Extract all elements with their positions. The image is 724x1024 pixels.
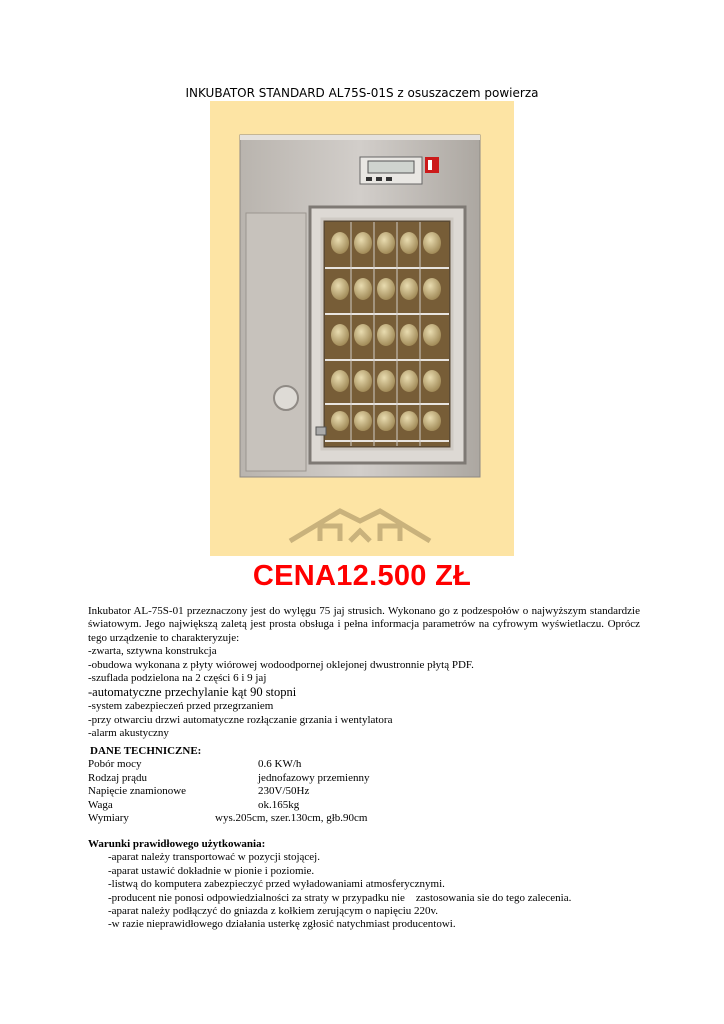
feature-item: -przy otwarciu drzwi automatyczne rozłączanie grzania i wentylatora [88, 713, 393, 726]
tech-row [88, 758, 488, 771]
price-label: CENA12.500 ZŁ [252, 560, 472, 592]
usage-heading: Warunki prawidłowego użytkowania: [88, 838, 266, 850]
description-section [88, 605, 640, 741]
tech-row [88, 812, 488, 825]
feature-item: -obudowa wykonana z płyty wiórowej wodoodpornej oklejonej dwustronnie płytą PDF. [88, 658, 474, 671]
usage-section [88, 838, 648, 932]
feature-item: -szuflada podzielona na 2 części 6 i 9 jaj [88, 672, 267, 685]
tech-value: jednofazowy przemienny [258, 771, 370, 784]
tech-value: 230V/50Hz [258, 785, 310, 798]
tech-heading: DANE TECHNICZNE: [90, 745, 202, 757]
feature-item: -alarm akustyczny [88, 727, 169, 740]
tech-value: ok.165kg [258, 798, 300, 811]
usage-item: -aparat należy transportować w pozycji stojącej. [108, 851, 320, 864]
tech-data-section [88, 745, 488, 825]
usage-item: -listwą do komputera zabezpieczyć przed wyładowaniami atmosferycznymi. [108, 878, 445, 891]
tech-label: Pobór mocy [88, 758, 142, 771]
tech-label: Rodzaj prądu [88, 771, 147, 784]
tech-label: Wymiary [88, 811, 129, 824]
feature-item: -system zabezpieczeń przed przegrzaniem [88, 700, 274, 713]
feature-item: -automatyczne przechylanie kąt 90 stopni [88, 685, 297, 700]
document-title: INKUBATOR STANDARD AL75S-01S z osuszaczem powierza [185, 86, 539, 100]
tech-label: Waga [88, 798, 113, 811]
tech-row [88, 785, 488, 798]
usage-item: -producent nie ponosi odpowiedzialności za straty w przypadku nie zastosowania sie do tego zalecenia. [108, 891, 572, 904]
tech-row [88, 772, 488, 785]
tech-value: 0.6 KW/h [258, 758, 302, 771]
tech-value: wys.205cm, szer.130cm, głb.90cm [215, 811, 368, 824]
tech-label: Napięcie znamionowe [88, 785, 187, 798]
incubator-photo [210, 101, 514, 556]
usage-item: -aparat należy podłączyć do gniazda z kołkiem zerującym o napięciu 220v. [108, 905, 439, 918]
usage-item: -w razie nieprawidłowego działania usterkę zgłosić natychmiast producentowi. [108, 918, 456, 931]
description-intro: Inkubator AL-75S-01 przeznaczony jest do wylęgu 75 jaj strusich. Wykonano go z podzespołów o najwyższym standardzie światowym. Jego największą zaletą jest prosta obsługa i pełna informacja parametrów na cyfrowym wyświetlaczu. Oprócz tego urządzenie to charakteryzuje: [88, 605, 640, 644]
tech-row [88, 799, 488, 812]
feature-item: -zwarta, sztywna konstrukcja [88, 645, 217, 658]
usage-item: -aparat ustawić dokładnie w pionie i poziomie. [108, 864, 315, 877]
